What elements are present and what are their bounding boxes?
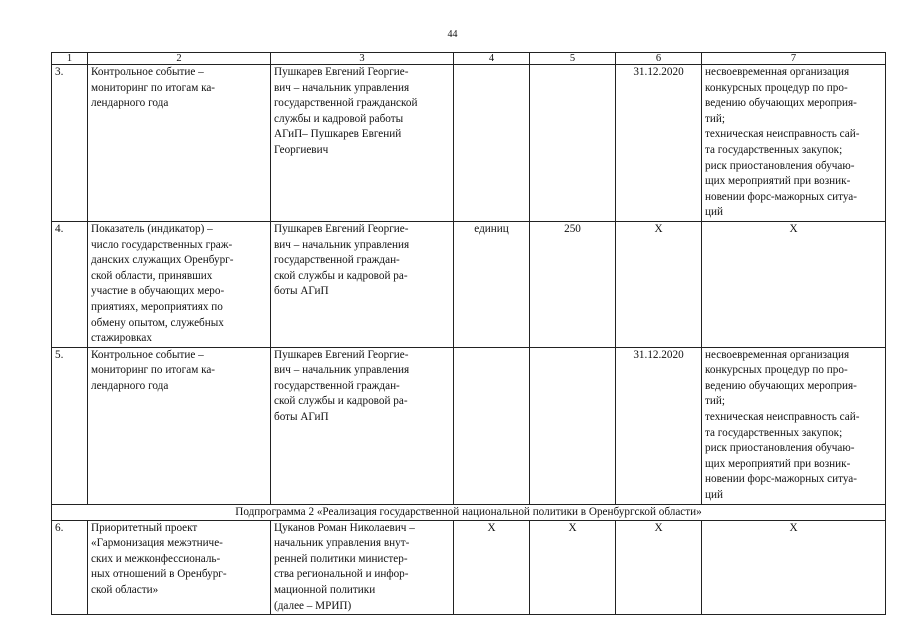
- header-cell: 3: [271, 53, 454, 65]
- unit: X: [454, 520, 530, 615]
- deadline: X: [616, 520, 702, 615]
- event-name: Контрольное событие – мониторинг по итогам ка- лендарного года: [88, 347, 271, 504]
- unit: [454, 347, 530, 504]
- header-cell: 4: [454, 53, 530, 65]
- row-number: 5.: [52, 347, 88, 504]
- deadline: 31.12.2020: [616, 347, 702, 504]
- table-row: [52, 65, 886, 222]
- table-row: [52, 347, 886, 504]
- deadline: X: [616, 221, 702, 347]
- risks: X: [702, 520, 886, 615]
- risks: X: [702, 221, 886, 347]
- value: [530, 347, 616, 504]
- subprogram-title: Подпрограмма 2 «Реализация государственной национальной политики в Оренбургской области»: [52, 504, 886, 520]
- value: X: [530, 520, 616, 615]
- unit: единиц: [454, 221, 530, 347]
- value: 250: [530, 221, 616, 347]
- page-number: 44: [447, 29, 458, 40]
- event-name: Контрольное событие – мониторинг по итогам ка- лендарного года: [88, 65, 271, 222]
- header-cell: 2: [88, 53, 271, 65]
- responsible: Цуканов Роман Николаевич – начальник управления внут- ренней политики министер- ства региональной и инфор- мационной политики (далее – МРИП): [271, 520, 454, 615]
- table-row: [52, 520, 886, 615]
- row-number: 6.: [52, 520, 88, 615]
- table-row: [52, 221, 886, 347]
- header-row: [52, 53, 886, 65]
- header-cell: 6: [616, 53, 702, 65]
- value: [530, 65, 616, 222]
- responsible: Пушкарев Евгений Георгие- вич – начальник управления государственной граждан- ской службы и кадровой ра- боты АГиП: [271, 347, 454, 504]
- risks: несвоевременная организация конкурсных процедур по про- ведению обучающих мероприя- тий; техническая неисправность сай- та государственных закупок; риск приостановления обучаю- щих мероприятий при возник- новении форс-мажорных ситуа- ций: [702, 65, 886, 222]
- responsible: Пушкарев Евгений Георгие- вич – начальник управления государственной граждан- ской службы и кадровой ра- боты АГиП: [271, 221, 454, 347]
- row-number: 3.: [52, 65, 88, 222]
- responsible: Пушкарев Евгений Георгие- вич – начальник управления государственной гражданской службы и кадровой работы АГиП– Пушкарев Евгений Георгиевич: [271, 65, 454, 222]
- header-cell: 7: [702, 53, 886, 65]
- plan-table: [51, 52, 886, 615]
- header-cell: 5: [530, 53, 616, 65]
- risks: несвоевременная организация конкурсных процедур по про- ведению обучающих мероприя- тий; техническая неисправность сай- та государственных закупок; риск приостановления обучаю- щих мероприятий при возник- новении форс-мажорных ситуа- ций: [702, 347, 886, 504]
- subprogram-row: [52, 504, 886, 520]
- row-number: 4.: [52, 221, 88, 347]
- deadline: 31.12.2020: [616, 65, 702, 222]
- event-name: Показатель (индикатор) – число государственных граж- данских служащих Оренбург- ской области, принявших участие в обучающих меро- приятиях, мероприятиях по обмену опытом, служебных стажировках: [88, 221, 271, 347]
- unit: [454, 65, 530, 222]
- header-cell: 1: [52, 53, 88, 65]
- event-name: Приоритетный проект «Гармонизация межэтниче- ских и межконфессиональ- ных отношений в Оренбург- ской области»: [88, 520, 271, 615]
